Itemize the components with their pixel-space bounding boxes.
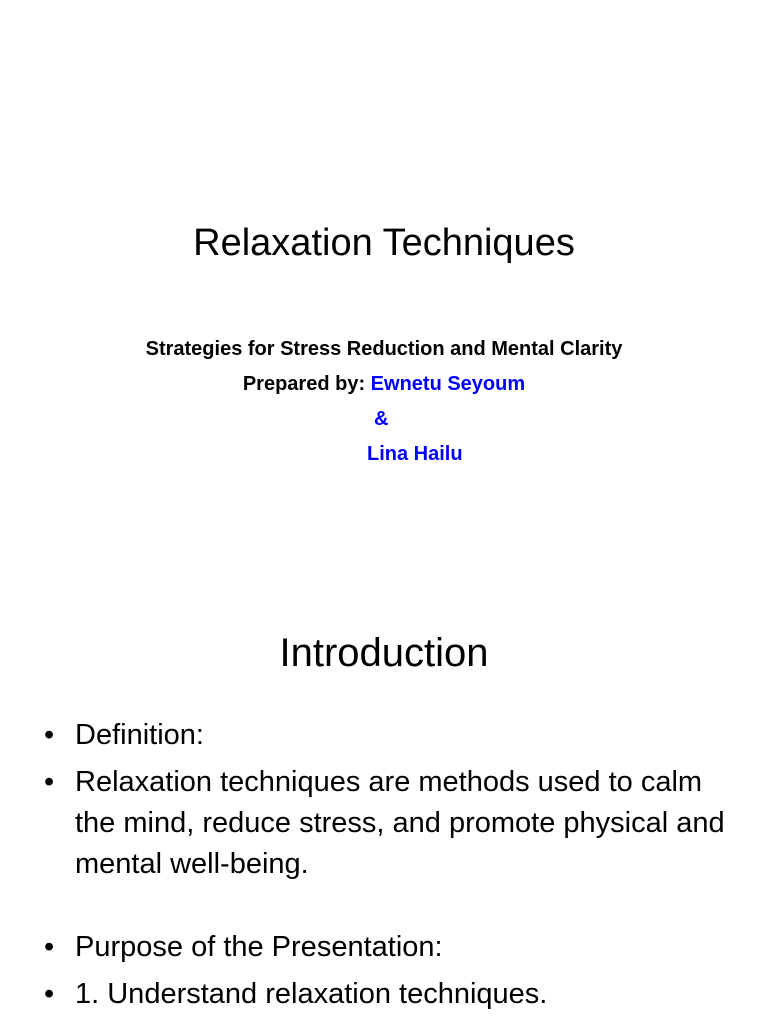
introduction-slide [0,576,768,1024]
author-name-1: Ewnetu Seyoum [370,373,526,395]
bullet-icon: • [44,719,55,751]
prepared-by-label: Prepared by: [242,373,371,395]
bullet-text: Definition: [75,719,204,751]
bullet-text: Purpose of the Presentation: [75,931,443,963]
bullet-item [0,927,768,968]
bullet-list [0,715,768,1021]
slide-title: Introduction [279,631,489,675]
author-ampersand: & [374,408,389,430]
author-name-2: Lina Hailu [367,443,463,465]
bullet-text: Relaxation techniques are methods used to calm the mind, reduce stress, and promote physical and mental well-being. [75,766,725,880]
bullet-icon: • [44,978,55,1010]
bullet-icon: • [44,931,55,963]
prepared-by-line [0,367,768,402]
subtitle-tagline: Strategies for Stress Reduction and Mental Clarity [145,338,623,360]
bullet-item [0,762,768,885]
presentation-title: Relaxation Techniques [193,222,575,264]
bullet-icon: • [44,766,55,798]
bullet-item [0,715,768,756]
bullet-item [0,974,768,1015]
bullet-text: 1. Understand relaxation techniques. [75,978,548,1010]
